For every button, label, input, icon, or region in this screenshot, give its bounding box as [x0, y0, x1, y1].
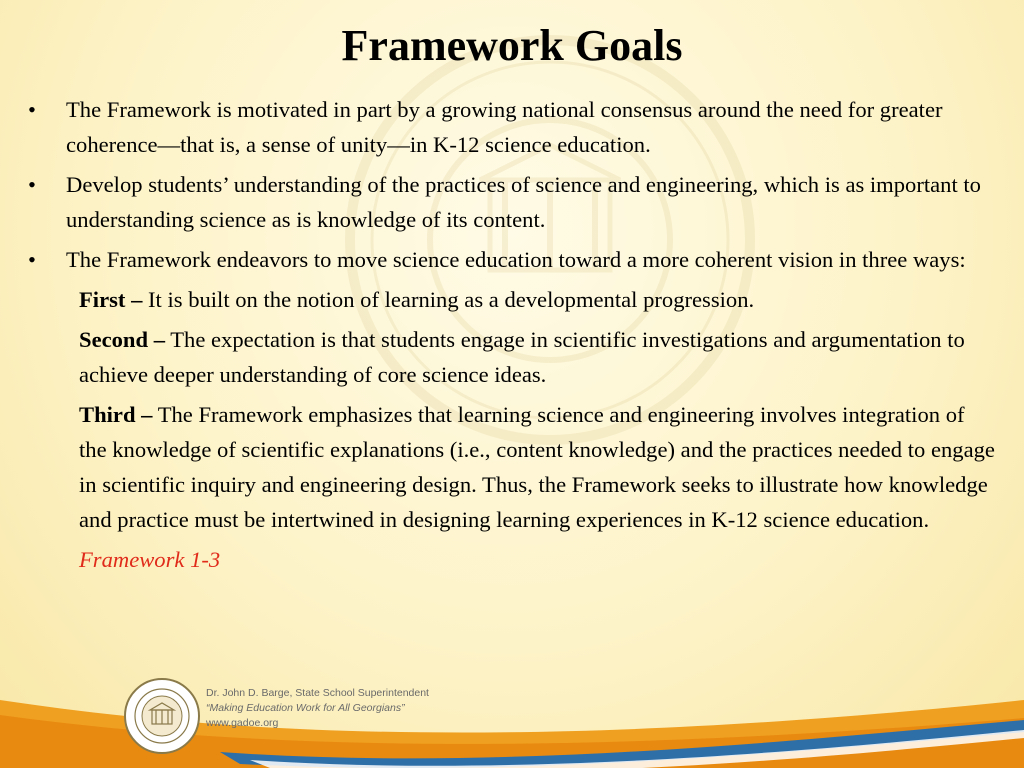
bullet-text: The Framework is motivated in part by a growing national consensus around the need for greater coherence—that is, a sense of unity—in K-12 science education. — [66, 97, 943, 157]
bullet-text: The Framework endeavors to move science education toward a more coherent vision in three ways: — [66, 247, 966, 272]
slogan: “Making Education Work for All Georgians” — [206, 702, 405, 714]
slide-title: Framework Goals — [341, 21, 683, 70]
way-lead: First – — [79, 287, 143, 312]
way-lead: Second – — [79, 327, 165, 352]
website-link[interactable]: www.gadoe.org — [206, 717, 279, 729]
way-item-first — [28, 282, 996, 317]
superintendent-name: Dr. John D. Barge, State School Superintendent — [206, 687, 429, 699]
bullet-item — [28, 242, 996, 277]
way-item-second — [28, 322, 996, 392]
way-text: The expectation is that students engage in scientific investigations and argumentation to achieve deeper understanding of core science ideas. — [79, 327, 965, 387]
bullet-icon: • — [28, 247, 36, 272]
bullet-icon: • — [28, 172, 36, 197]
way-item-third — [28, 397, 996, 537]
bullet-text: Develop students’ understanding of the practices of science and engineering, which is as important to understanding science as is knowledge of its content. — [66, 172, 981, 232]
bullet-item — [28, 167, 996, 237]
bullet-icon: • — [28, 97, 36, 122]
bullet-item — [28, 92, 996, 162]
department-seal-icon — [122, 676, 202, 756]
way-lead: Third – — [79, 402, 153, 427]
citation: Framework 1-3 — [79, 547, 221, 572]
way-text: It is built on the notion of learning as a developmental progression. — [142, 287, 755, 312]
way-text: The Framework emphasizes that learning science and engineering involves integration of the knowledge of scientific explanations (i.e., content knowledge) and the practices needed to engage in scientific inquiry and engineering design. Thus, the Framework seeks to illustrate how knowledge and practice must be intertwined in designing learning experiences in K-12 science education. — [79, 402, 995, 532]
footer-credits — [206, 686, 429, 731]
slide-body — [28, 92, 996, 577]
